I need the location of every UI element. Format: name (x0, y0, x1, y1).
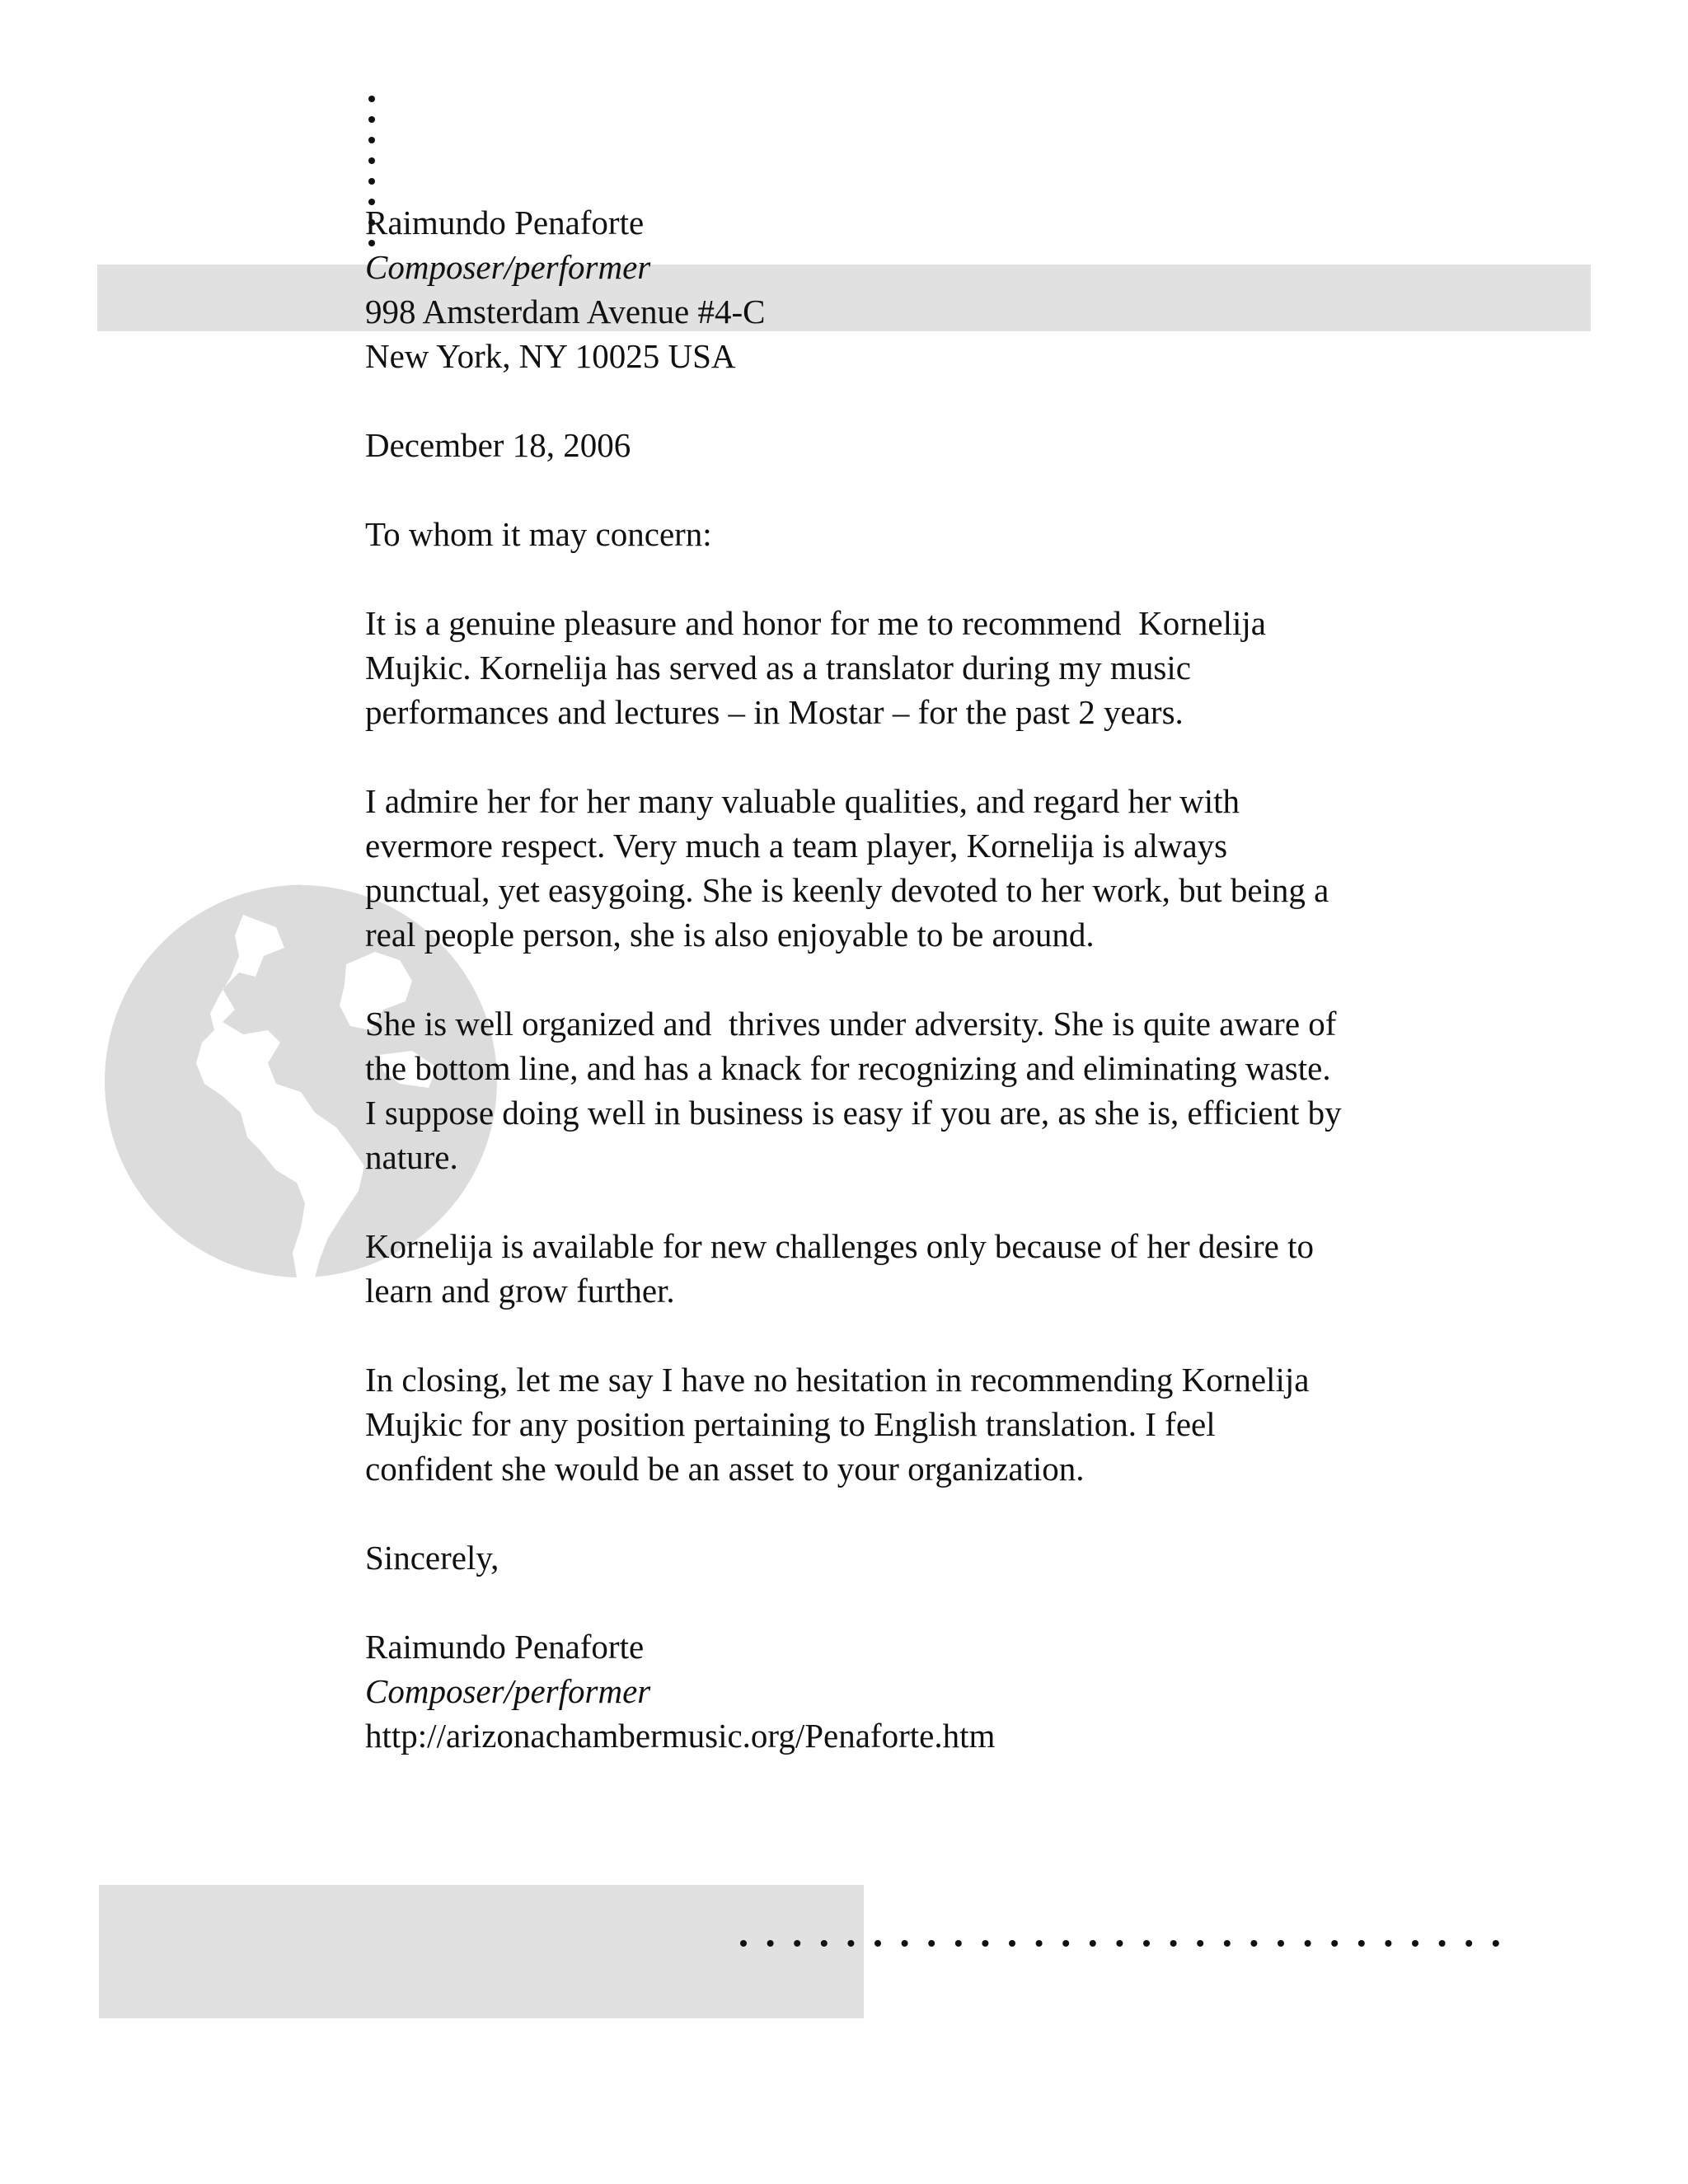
decor-dot (1331, 1940, 1338, 1947)
decor-dot (1224, 1940, 1231, 1947)
decor-dot (767, 1940, 774, 1947)
paragraph-line: Kornelija is available for new challenges only because of her desire to (365, 1227, 1314, 1265)
signature-url-link[interactable]: http://arizonachambermusic.org/Penaforte.htm (365, 1717, 996, 1755)
decor-dot (1062, 1940, 1069, 1947)
paragraph-1 (365, 601, 1519, 734)
sender-title: Composer/performer (365, 248, 651, 286)
paragraph-line: real people person, she is also enjoyable to be around. (365, 916, 1095, 954)
decor-dot (1036, 1940, 1043, 1947)
decor-dot (1143, 1940, 1150, 1947)
paragraph-5 (365, 1357, 1519, 1491)
paragraph-2 (365, 779, 1519, 957)
sender-address-line2: New York, NY 10025 USA (365, 337, 736, 375)
sender-name: Raimundo Penaforte (365, 204, 645, 241)
decor-dot (874, 1940, 881, 1947)
sender-address-line1: 998 Amsterdam Avenue #4-C (365, 293, 766, 330)
paragraph-4 (365, 1224, 1519, 1313)
signature-name: Raimundo Penaforte (365, 1628, 645, 1666)
decor-dot (1493, 1940, 1499, 1947)
salutation: To whom it may concern: (365, 515, 712, 553)
closing: Sincerely, (365, 1539, 499, 1577)
letter-date: December 18, 2006 (365, 426, 631, 464)
decor-dot (1009, 1940, 1015, 1947)
paragraph-line: the bottom line, and has a knack for recognizing and eliminating waste. (365, 1049, 1331, 1087)
decor-dot (794, 1940, 800, 1947)
footer-gray-band (99, 1885, 864, 2018)
decor-dot (1358, 1940, 1365, 1947)
decor-dot (1090, 1940, 1096, 1947)
decor-dot (1170, 1940, 1177, 1947)
decor-dot (1116, 1940, 1123, 1947)
paragraph-line: I suppose doing well in business is easy if you are, as she is, efficient by (365, 1094, 1342, 1132)
decor-dot (1439, 1940, 1446, 1947)
decor-dot (982, 1940, 988, 1947)
letter-body (365, 200, 1519, 1758)
paragraph-line: Mujkic. Kornelija has served as a translator during my music (365, 649, 1191, 687)
paragraph-line: evermore respect. Very much a team player, Kornelija is always (365, 827, 1228, 865)
decor-dot (1385, 1940, 1391, 1947)
decor-dot (821, 1940, 828, 1947)
paragraph-line: It is a genuine pleasure and honor for me to recommend Kornelija (365, 604, 1266, 642)
paragraph-line: She is well organized and thrives under adversity. She is quite aware of (365, 1005, 1337, 1043)
decor-dot (1278, 1940, 1284, 1947)
paragraph-line: performances and lectures – in Mostar – for the past 2 years. (365, 693, 1184, 731)
decor-dot (1465, 1940, 1472, 1947)
horizontal-dotted-line (738, 1937, 1522, 1950)
paragraph-3 (365, 1001, 1519, 1179)
paragraph-line: punctual, yet easygoing. She is keenly devoted to her work, but being a (365, 871, 1329, 909)
paragraph-line: Mujkic for any position pertaining to English translation. I feel (365, 1405, 1216, 1443)
paragraph-line: confident she would be an asset to your organization. (365, 1450, 1085, 1488)
decor-dot (740, 1940, 747, 1947)
paragraph-line: I admire her for her many valuable qualities, and regard her with (365, 782, 1240, 820)
paragraph-line: In closing, let me say I have no hesitation in recommending Kornelija (365, 1361, 1310, 1399)
paragraph-line: learn and grow further. (365, 1272, 675, 1310)
decor-dot (902, 1940, 908, 1947)
decor-dot (1305, 1940, 1311, 1947)
decor-dot (847, 1940, 854, 1947)
decor-dot (1412, 1940, 1418, 1947)
paragraph-line: nature. (365, 1138, 458, 1176)
signature-title: Composer/performer (365, 1672, 651, 1710)
decor-dot (1250, 1940, 1257, 1947)
decor-dot (955, 1940, 962, 1947)
decor-dot (1197, 1940, 1203, 1947)
decor-dot (928, 1940, 935, 1947)
